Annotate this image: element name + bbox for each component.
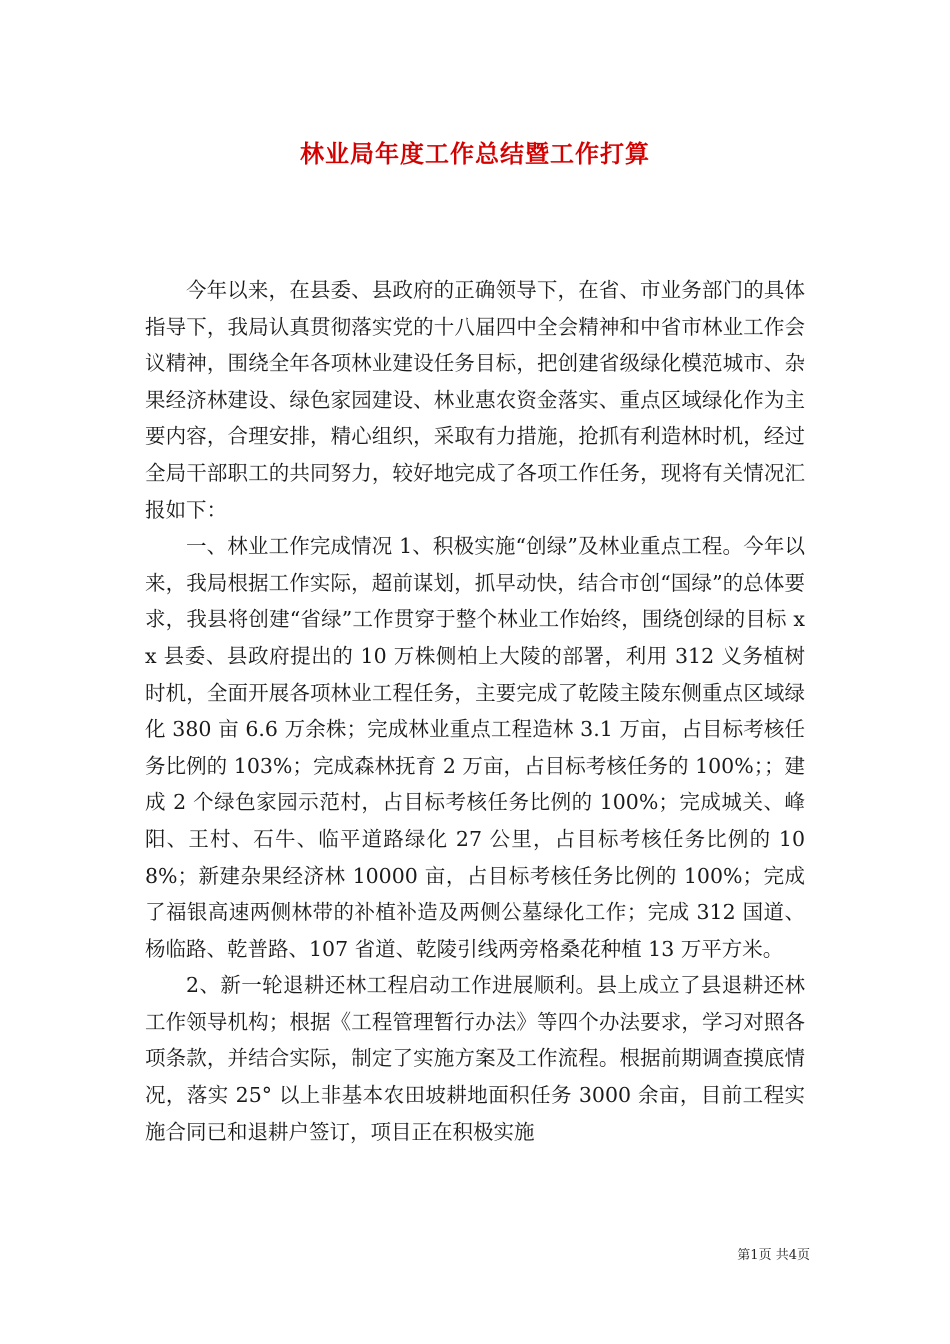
paragraph-section-2: 2、新一轮退耕还林工程启动工作进展顺利。县上成立了县退耕还林工作领导机构；根据《工程管理暂行办法》等四个办法要求，学习对照各项条款，并结合实际，制定了实施方案及工作流程。根据前期调查摸底情况，落实 25° 以上非基本农田坡耕地面积任务 3000 余亩，目前工程实施合同已和退耕户签订，项目正在积极实施 [145, 973, 805, 1144]
page-current: 1 [750, 1248, 759, 1263]
page-total: 4 [788, 1248, 797, 1263]
paragraph-section-1: 一、林业工作完成情况 1、积极实施“创绿”及林业重点工程。今年以来，我局根据工作实际，超前谋划，抓早动快，结合市创“国绿”的总体要求，我县将创建“省绿”工作贯穿于整个林业工作始终，围绕创绿的目标 xx 县委、县政府提出的 10 万株侧柏上大陵的部署，利用 312 义务植树时机，全面开展各项林业工程任务，主要完成了乾陵主陵东侧重点区域绿化 380 亩 6.6 万余株；完成林业重点工程造林 3.1 万亩，占目标考核任务比例的 103%；完成森林抚育 2 万亩，占目标考核任务的 100%；；建成 2 个绿色家园示范村，占目标考核任务比例的 100%；完成城关、峰阳、王村、石牛、临平道路绿化 27 公里，占目标考核任务比例的 108%；新建杂果经济林 10000 亩，占目标考核任务比例的 100%；完成了福银高速两侧林带的补植补造及两侧公墓绿化工作；完成 312 国道、杨临路、乾普路、107 省道、乾陵引线两旁格桑花种植 13 万平方米。 [145, 534, 805, 961]
page-number-footer [700, 1244, 810, 1263]
page-middle: 页 共 [758, 1248, 789, 1263]
document-body [145, 272, 805, 1150]
document-title: 林业局年度工作总结暨工作打算 [300, 139, 650, 168]
page-suffix: 页 [796, 1248, 810, 1263]
page-prefix: 第 [737, 1248, 751, 1263]
paragraph-intro: 今年以来，在县委、县政府的正确领导下，在省、市业务部门的具体指导下，我局认真贯彻落实党的十八届四中全会精神和中省市林业工作会议精神，围绕全年各项林业建设任务目标，把创建省级绿化模范城市、杂果经济林建设、绿色家园建设、林业惠农资金落实、重点区域绿化作为主要内容，合理安排，精心组织，采取有力措施，抢抓有利造林时机，经过全局干部职工的共同努力，较好地完成了各项工作任务，现将有关情况汇报如下： [145, 278, 805, 522]
